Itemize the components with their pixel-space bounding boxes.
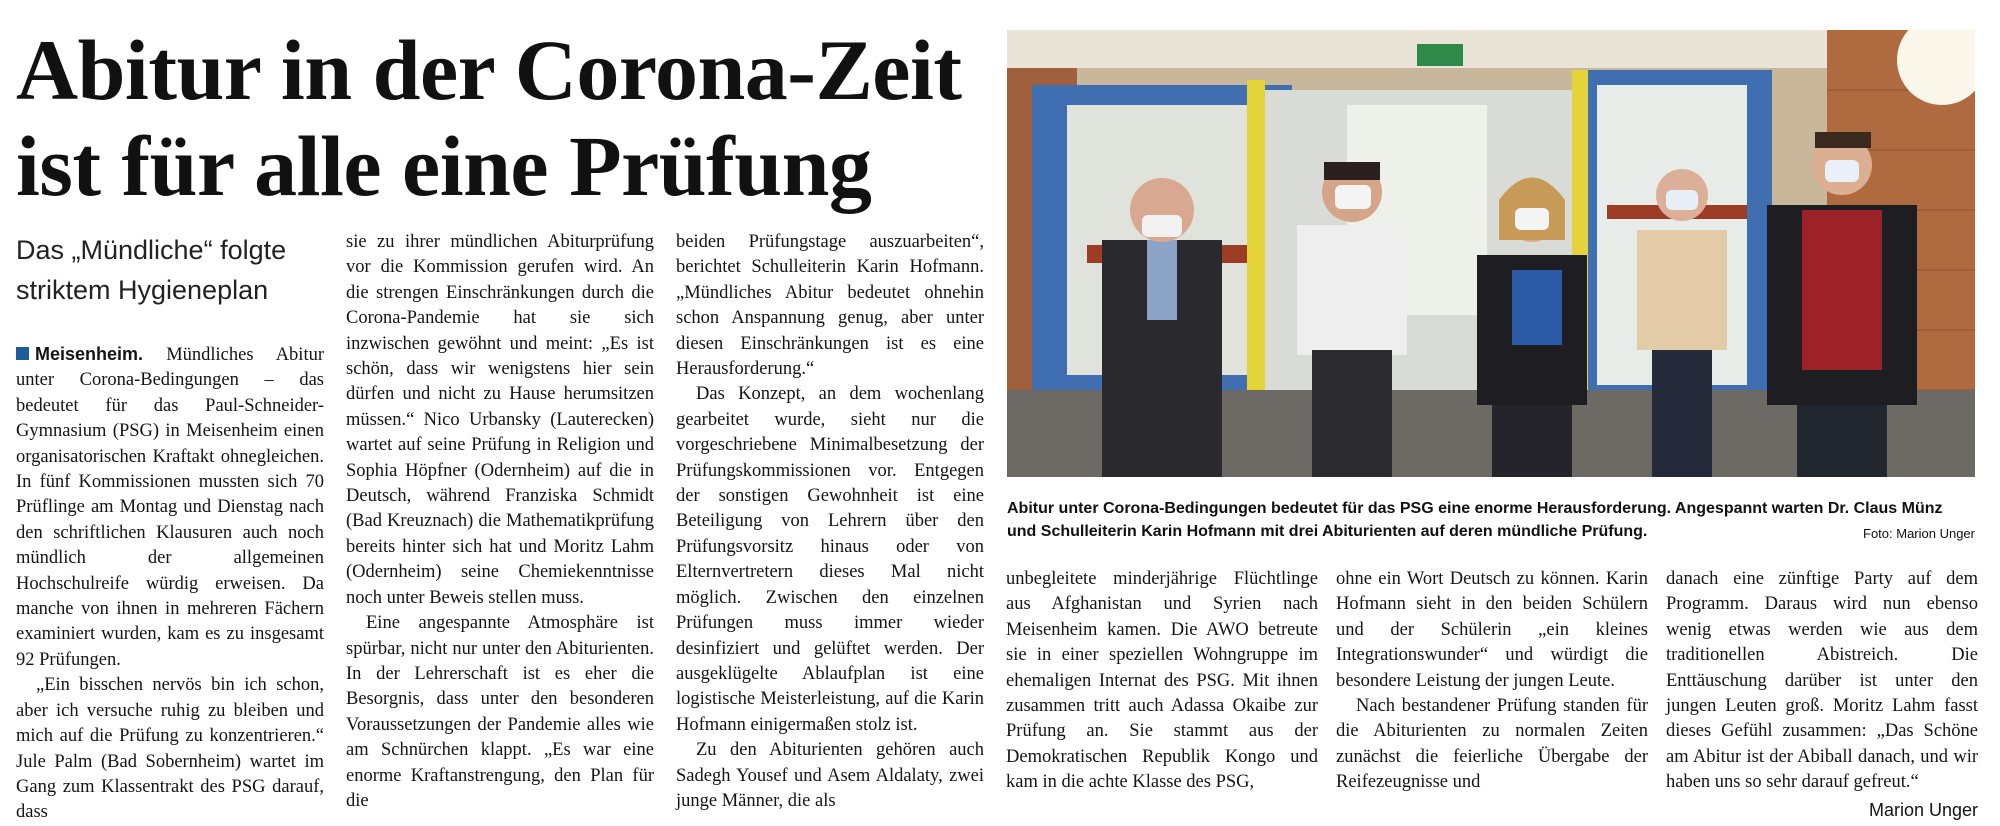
subheadline-line-2: striktem Hygieneplan <box>16 275 269 305</box>
dateline-marker-icon <box>16 347 29 360</box>
article-paragraph: unbegleitete minderjährige Flüchtlinge aus Afghanistan und Syrien nach Meisenheim kamen. Die AWO betreute sie in einer speziellen Wohngruppe im ehemaligen Internat des PSG. Mit ihnen zusammen tritt auch Adassa Okaibe zur Prüfung an. Sie stammt aus der Demokratischen Republik Kongo und kam in die achte Klasse des PSG, <box>1006 569 1318 793</box>
subheadline <box>16 230 336 310</box>
article-column-4 <box>1006 567 1318 796</box>
article-paragraph <box>16 342 324 673</box>
photo-illustration <box>1007 30 1975 477</box>
article-paragraph: danach eine zünftige Party auf dem Programm. Daraus wird nun ebenso wenig etwas werden wie aus dem traditionellen Abistreich. Die Enttäuschung darüber ist unter den jungen Leuten groß. Moritz Lahm fasst dieses Gefühl zusammen: „Das Schöne am Abitur ist der Abiball danach, und wir haben uns so sehr darauf gefreut.“ <box>1666 569 1978 793</box>
article-paragraph: ohne ein Wort Deutsch zu können. Karin Hofmann sieht in den beiden Schülern und der Schülerin „ein kleines Integrationswunder“ und würdigt die besondere Leistung der jungen Leute. <box>1336 569 1648 691</box>
article-column-1 <box>16 342 324 826</box>
headline-line-2: ist für alle eine Prüfung <box>16 118 872 214</box>
photo-caption <box>1007 497 1975 545</box>
article-column-5 <box>1336 567 1648 796</box>
article-paragraph: Eine angespannte Atmosphäre ist spürbar, nicht nur unter den Abiturienten. In der Lehrerschaft ist es eher die Besorgnis, dass unter den besonderen Voraussetzungen der Pandemie alles wie am Schnürchen klappt. „Es war eine enorme Kraftanstrengung, den Plan für die <box>346 613 654 811</box>
author-byline: Marion Unger <box>1868 799 1978 820</box>
dateline: Meisenheim. <box>35 344 144 364</box>
article-paragraph: „Ein bisschen nervös bin ich schon, aber ich versuche ruhig zu bleiben und mich auf die Prüfung zu konzentrieren.“ Jule Palm (Bad Sobernheim) wartet im Gang zum Klassentrakt des PSG darauf, dass <box>16 675 324 823</box>
article-column-3 <box>676 230 984 814</box>
article-column-2 <box>346 230 654 814</box>
photo-credit: Foto: Marion Unger <box>1863 526 1975 541</box>
headline-line-1: Abitur in der Corona-Zeit <box>16 22 962 118</box>
article-paragraph: Zu den Abiturienten gehören auch Sadegh Yousef und Asem Aldalaty, zwei junge Männer, die als <box>676 740 984 811</box>
article-paragraph: beiden Prüfungstage auszuarbeiten“, berichtet Schulleiterin Karin Hofmann. „Mündliches Abitur bedeutet ohnehin schon Anspannung genug, aber unter diesen Einschränkungen ist es eine Herausforderung.“ <box>676 232 984 380</box>
article-photo <box>1007 30 1975 477</box>
paragraph-text: Mündliches Abitur unter Corona-Bedingungen – das bedeutet für das Paul-Schneider-Gymnasium (PSG) in Meisenheim einen organisatorischen Kraftakt ohnegleichen. In fünf Kommissionen mussten sich 70 Prüflinge am Montag und Dienstag nach den schriftlichen Klausuren auch noch mündlich der allgemeinen Hochschulreife würdig erweisen. Da manche von ihnen in mehreren Fächern examiniert wurden, kam es zu insgesamt 92 Prüfungen. <box>16 345 324 670</box>
article-paragraph: Nach bestandener Prüfung standen für die Abiturienten zu normalen Zeiten zunächst die feierliche Übergabe der Reifezeugnisse und <box>1336 696 1648 793</box>
caption-text: Abitur unter Corona-Bedingungen bedeutet für das PSG eine enorme Herausforderung. Angespannt warten Dr. Claus Münz und Schulleiterin Karin Hofmann mit drei Abiturienten auf deren mündliche Prüfung. <box>1007 500 1943 540</box>
subheadline-line-1: Das „Mündliche“ folgte <box>16 235 287 265</box>
headline <box>16 22 996 214</box>
article-paragraph: Das Konzept, an dem wochenlang gearbeitet wurde, sieht nur die vorgeschriebene Minimalbesetzung der Prüfungskommissionen vor. Entgegen der sonstigen Gewohnheit ist eine Beteiligung von Lehrern über den Prüfungsvorsitz hinaus oder von Elternvertretern dieses Mal nicht möglich. Zwischen den einzelnen Prüfungen muss immer wieder desinfiziert und gelüftet werden. Der ausgeklügelte Ablaufplan ist eine logistische Meisterleistung, auf die Karin Hofmann einigermaßen stolz ist. <box>676 384 984 735</box>
article-paragraph: sie zu ihrer mündlichen Abiturprüfung vor die Kommission gerufen wird. An die strengen Einschränkungen durch die Corona-Pandemie hat sie sich inzwischen gewöhnt und meint: „Es ist schön, dass wir wenigstens hier sein dürfen und nicht zu Hause herumsitzen müssen.“ Nico Urbansky (Lauterecken) wartet auf seine Prüfung in Religion und Sophia Höpfner (Odernheim) auf die in Deutsch, während Franziska Schmidt (Bad Kreuznach) die Mathematikprüfung bereits hinter sich hat und Moritz Lahm (Odernheim) seine Chemiekenntnisse noch unter Beweis stellen muss. <box>346 232 654 608</box>
article-column-6 <box>1666 567 1978 823</box>
